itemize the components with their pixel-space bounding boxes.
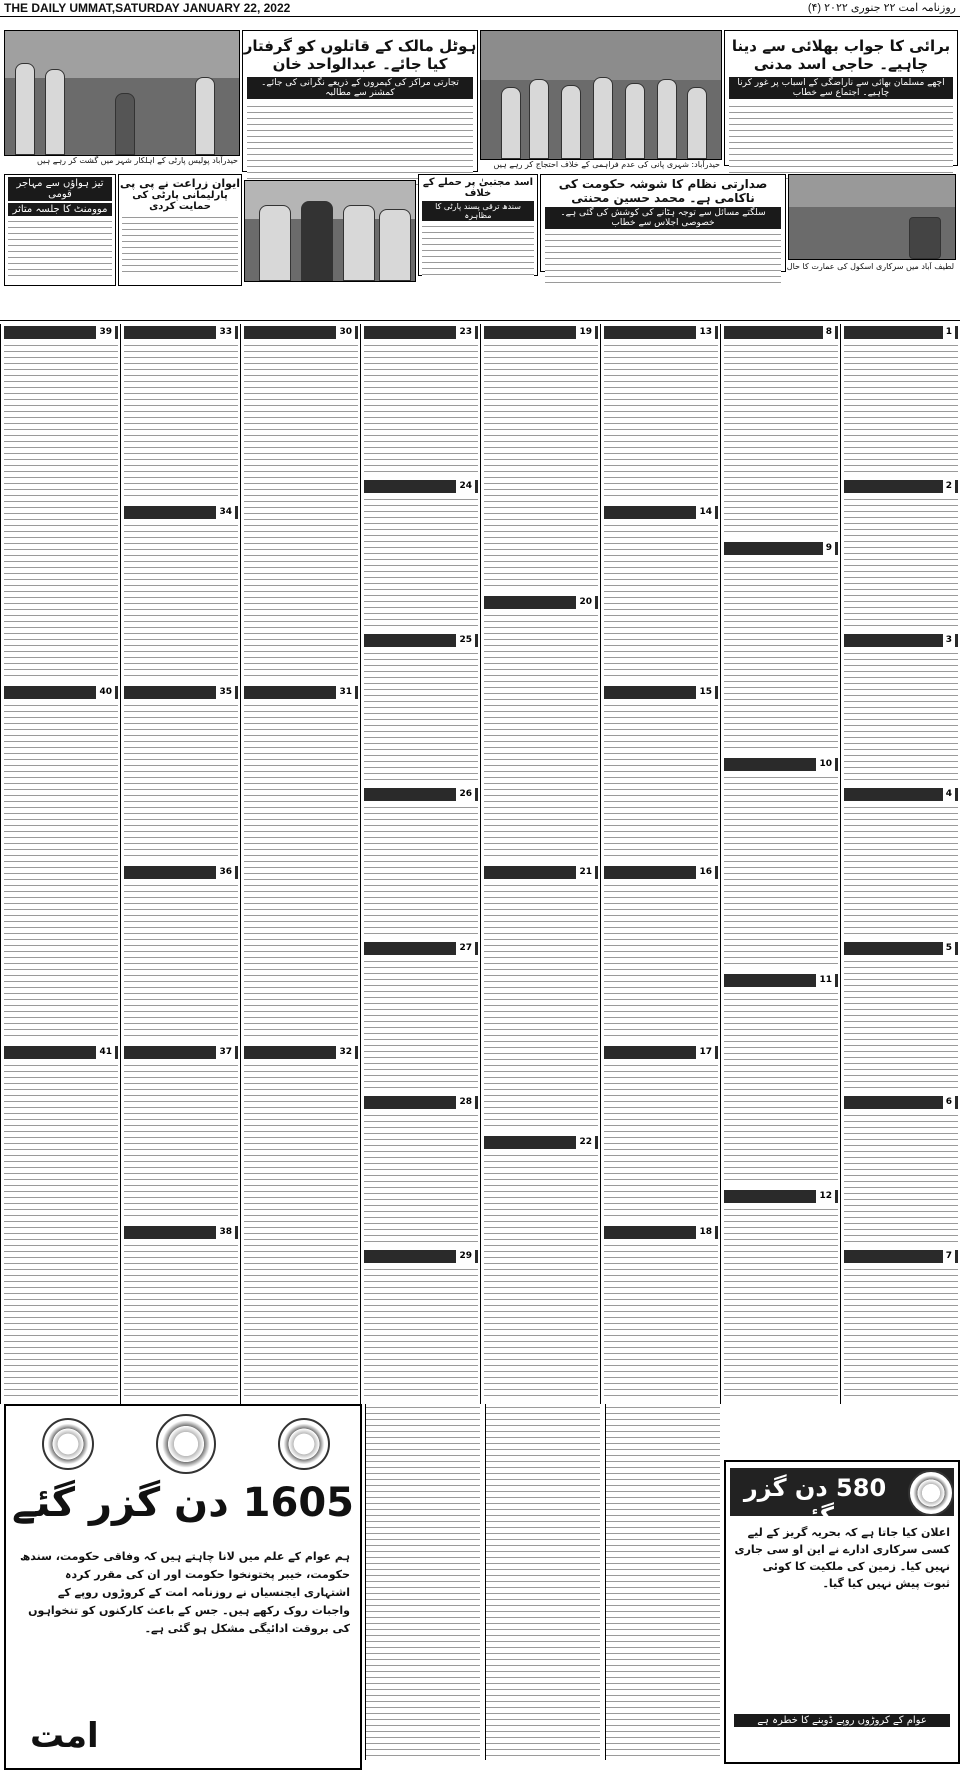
masthead-title: THE DAILY UMMAT,SATURDAY JANUARY 22, 2022: [4, 1, 291, 15]
section-body: [724, 774, 838, 968]
section-body: [604, 342, 718, 500]
section-body: [724, 558, 838, 752]
section-header: [724, 974, 838, 987]
classified-block: [724, 326, 838, 538]
section-body: [124, 1062, 238, 1220]
section-header: [4, 686, 118, 699]
section-body: [604, 1242, 718, 1400]
section-body: [844, 342, 958, 474]
section-body: [124, 1242, 238, 1400]
classified-block: [844, 1250, 958, 1400]
section-header: [484, 596, 598, 609]
story-4-sub: سندھ ترقی پسند پارٹی کا مظاہرہ: [422, 201, 534, 221]
section-body: [244, 702, 358, 1040]
section-header: [844, 1096, 958, 1109]
section-header: [844, 1250, 958, 1263]
section-body: [364, 1112, 478, 1244]
section-number: 34: [216, 506, 235, 519]
section-header: [484, 326, 598, 339]
section-header: [604, 866, 718, 879]
section-body: [604, 702, 718, 860]
section-header: [844, 942, 958, 955]
section-number: 35: [216, 686, 235, 699]
section-body: [364, 650, 478, 782]
divider: [0, 320, 960, 321]
story-4-headline: اسد مجتبیٰ پر حملے کے خلاف: [422, 177, 534, 199]
classified-block: [844, 634, 958, 784]
classified-block: [604, 866, 718, 1042]
classified-block: [604, 1046, 718, 1222]
section-body: [844, 804, 958, 936]
classified-block: [484, 596, 598, 862]
classified-columns-lower: [362, 1404, 722, 1764]
section-number: 17: [696, 1046, 715, 1059]
national-emblem-icon: [156, 1414, 216, 1474]
section-number: 2: [943, 480, 955, 493]
section-number: 20: [576, 596, 595, 609]
classified-block: [124, 686, 238, 862]
section-header: [4, 1046, 118, 1059]
section-number: 26: [456, 788, 475, 801]
section-number: 38: [216, 1226, 235, 1239]
section-number: 18: [696, 1226, 715, 1239]
classified-block: [844, 480, 958, 630]
section-header: [844, 788, 958, 801]
classified-block: [4, 686, 118, 1042]
ad-1605-heading: 1605 دن گزر گئے: [12, 1480, 354, 1526]
story-6-sub: موومنٹ کا جلسہ متاثر: [8, 203, 112, 216]
classified-block: [364, 480, 478, 630]
story-4-body: [422, 223, 534, 279]
story-6: [4, 174, 116, 286]
section-header: [844, 480, 958, 493]
section-header: [4, 326, 118, 339]
section-header: [604, 506, 718, 519]
school-photo: [788, 174, 956, 260]
section-body: [724, 990, 838, 1184]
section-header: [844, 634, 958, 647]
section-body: [844, 496, 958, 628]
section-number: 16: [696, 866, 715, 879]
section-number: 27: [456, 942, 475, 955]
section-number: 22: [576, 1136, 595, 1149]
section-number: 23: [456, 326, 475, 339]
section-number: 19: [576, 326, 595, 339]
section-body: [244, 1062, 358, 1400]
classified-block: [364, 942, 478, 1092]
classified-block: [724, 974, 838, 1186]
classified-block: [364, 788, 478, 938]
section-header: [124, 326, 238, 339]
section-body: [4, 342, 118, 680]
story-3: [540, 174, 786, 272]
classified-block: [604, 1226, 718, 1402]
section-header: [364, 1096, 478, 1109]
section-number: 1: [943, 326, 955, 339]
lower-column-3: [605, 1404, 720, 1760]
section-header: [364, 634, 478, 647]
column-1: [840, 324, 960, 1404]
section-header: [604, 1046, 718, 1059]
classified-block: [844, 326, 958, 476]
section-body: [604, 1062, 718, 1220]
protest-photo-caption: حیدرآباد: شہری پانی کی عدم فراہمی کے خلاف احتجاج کر رہے ہیں: [493, 160, 720, 169]
story-5: [118, 174, 242, 286]
masthead: [0, 0, 960, 17]
classified-block: [604, 686, 718, 862]
classified-block: [604, 506, 718, 682]
column-4: [480, 324, 601, 1404]
section-header: [244, 686, 358, 699]
section-header: [124, 866, 238, 879]
classified-block: [484, 326, 598, 592]
ummat-logo: امت: [30, 1716, 99, 1756]
section-header: [364, 942, 478, 955]
classified-block: [484, 1136, 598, 1402]
street-photo: [4, 30, 240, 156]
story-1-body: [729, 103, 953, 183]
classified-block: [364, 634, 478, 784]
section-header: [844, 326, 958, 339]
section-body: [604, 522, 718, 680]
classified-block: [724, 542, 838, 754]
story-1-headline: برائی کا جواب بھلائی سے دینا چاہیے۔ حاجی اسد مدنی: [731, 37, 951, 73]
section-header: [484, 866, 598, 879]
section-header: [364, 788, 478, 801]
classified-block: [124, 1046, 238, 1222]
section-number: 13: [696, 326, 715, 339]
section-number: 39: [96, 326, 115, 339]
ad-580-heading: 580 دن گزر گئے: [743, 1474, 887, 1530]
province-seal-icon: [278, 1418, 330, 1470]
story-5-body: [122, 214, 238, 274]
section-header: [244, 326, 358, 339]
section-body: [724, 342, 838, 536]
story-2-headline: ہوٹل مالک کے قاتلوں کو گرفتار کیا جائے۔ عبدالواحد خان: [243, 37, 477, 73]
column-2: [720, 324, 841, 1404]
ad-580-days: [724, 1460, 960, 1764]
classified-block: [124, 1226, 238, 1402]
ad-580-footer: عوام کے کروڑوں روپے ڈوبنے کا خطرہ ہے: [734, 1714, 950, 1727]
section-number: 5: [943, 942, 955, 955]
section-number: 4: [943, 788, 955, 801]
section-body: [844, 650, 958, 782]
story-2: [242, 30, 478, 172]
section-number: 11: [816, 974, 835, 987]
street-photo-caption: حیدرآباد پولیس پارٹی کے اہلکار شہر میں گشت کر رہے ہیں: [37, 156, 238, 165]
section-header: [724, 326, 838, 339]
section-body: [364, 958, 478, 1090]
section-number: 32: [336, 1046, 355, 1059]
ad-1605-days: [4, 1404, 362, 1770]
column-8: [0, 324, 121, 1404]
classified-block: [724, 758, 838, 970]
section-header: [244, 1046, 358, 1059]
section-header: [124, 686, 238, 699]
section-header: [484, 1136, 598, 1149]
officials-photo: [244, 180, 416, 282]
section-body: [484, 1152, 598, 1400]
section-number: 12: [816, 1190, 835, 1203]
section-body: [844, 958, 958, 1090]
section-number: 30: [336, 326, 355, 339]
section-number: 37: [216, 1046, 235, 1059]
section-number: 24: [456, 480, 475, 493]
section-body: [124, 882, 238, 1040]
section-body: [604, 882, 718, 1040]
section-number: 40: [96, 686, 115, 699]
classified-block: [844, 1096, 958, 1246]
classified-block: [124, 866, 238, 1042]
classified-block: [364, 1250, 478, 1400]
story-3-sub: سلگتے مسائل سے توجہ ہٹانے کی کوشش کی گئی ہے۔ خصوصی اجلاس سے خطاب: [545, 207, 781, 229]
section-body: [364, 1266, 478, 1398]
story-6-body: [8, 218, 112, 280]
section-body: [124, 342, 238, 500]
section-header: [124, 506, 238, 519]
section-body: [124, 702, 238, 860]
section-body: [364, 496, 478, 628]
section-number: 33: [216, 326, 235, 339]
classified-block: [4, 1046, 118, 1402]
classified-block: [844, 942, 958, 1092]
section-number: 3: [943, 634, 955, 647]
section-number: 41: [96, 1046, 115, 1059]
section-body: [4, 1062, 118, 1400]
section-body: [484, 882, 598, 1130]
column-5: [360, 324, 481, 1404]
section-body: [724, 1206, 838, 1400]
section-header: [724, 542, 838, 555]
section-body: [124, 522, 238, 680]
section-header: [604, 326, 718, 339]
section-body: [484, 612, 598, 860]
section-body: [364, 804, 478, 936]
section-number: 31: [336, 686, 355, 699]
classified-block: [4, 326, 118, 682]
classified-block: [244, 1046, 358, 1402]
column-6: [240, 324, 361, 1404]
section-number: 29: [456, 1250, 475, 1263]
classified-block: [484, 866, 598, 1132]
classified-block: [724, 1190, 838, 1402]
section-number: 9: [823, 542, 835, 555]
section-header: [604, 1226, 718, 1239]
govt-seal-icon: [42, 1418, 94, 1470]
section-number: 21: [576, 866, 595, 879]
column-3: [600, 324, 721, 1404]
section-header: [364, 480, 478, 493]
section-body: [484, 342, 598, 590]
story-5-headline: ایوان زراعت نے پی پی: [120, 177, 240, 190]
section-body: [844, 1112, 958, 1244]
story-1-sub: اچھے مسلمان بھائی سے ناراضگی کے اسباب پر غور کرنا چاہیے۔ اجتماع سے خطاب: [729, 77, 953, 99]
lower-column-2: [485, 1404, 600, 1760]
lower-column-1: [365, 1404, 480, 1760]
section-body: [364, 342, 478, 474]
story-5-sub: پارلیمانی پارٹی کی حمایت کردی: [132, 190, 228, 212]
section-header: [364, 1250, 478, 1263]
section-number: 25: [456, 634, 475, 647]
section-number: 8: [823, 326, 835, 339]
classified-block: [124, 506, 238, 682]
section-body: [4, 702, 118, 1040]
section-header: [124, 1226, 238, 1239]
section-header: [724, 1190, 838, 1203]
story-6-headline: تیز ہواؤں سے مہاجر قومی: [8, 177, 112, 201]
section-header: [124, 1046, 238, 1059]
section-number: 28: [456, 1096, 475, 1109]
classified-block: [844, 788, 958, 938]
classified-block: [604, 326, 718, 502]
masthead-date-urdu: (۴) روزنامہ امت ۲۲ جنوری ۲۰۲۲: [807, 2, 956, 14]
section-number: 6: [943, 1096, 955, 1109]
section-number: 14: [696, 506, 715, 519]
classified-block: [124, 326, 238, 502]
section-body: [244, 342, 358, 680]
classified-block: [244, 326, 358, 682]
classified-block: [364, 326, 478, 476]
section-number: 36: [216, 866, 235, 879]
classified-block: [244, 686, 358, 1042]
bahria-seal-icon: [908, 1470, 954, 1516]
ad-1605-body: ہم عوام کے علم میں لانا چاہتے ہیں کہ وفاقی حکومت، سندھ حکومت، خیبر پختونخوا حکومت اور ان کی مقرر کردہ اشتہاری ایجنسیاں نے روزنامہ امت کے کروڑوں روپے کے واجبات روک رکھے ہیں۔ جس کے باعث کارکنوں کو تنخواہوں کی بروقت ادائیگی مشکل ہو گئی ہے۔: [19, 1550, 350, 1635]
section-number: 15: [696, 686, 715, 699]
section-header: [724, 758, 838, 771]
school-photo-caption: لطیف آباد میں سرکاری اسکول کی عمارت کا حال: [786, 262, 954, 271]
protest-photo: [480, 30, 722, 160]
section-body: [844, 1266, 958, 1398]
section-header: [364, 326, 478, 339]
section-header: [604, 686, 718, 699]
section-number: 10: [816, 758, 835, 771]
story-4: [418, 174, 538, 276]
story-2-sub: تجارتی مراکز کی کیمروں کے ذریعے نگرانی کی جائے۔ کمشنر سے مطالبہ: [247, 77, 473, 99]
column-7: [120, 324, 241, 1404]
classified-block: [364, 1096, 478, 1246]
story-3-headline: صدارتی نظام کا شوشہ حکومت کی ناکامی ہے۔ محمد حسین محنتی: [558, 177, 768, 205]
section-number: 7: [943, 1250, 955, 1263]
story-1: [724, 30, 958, 166]
ad-580-body: اعلان کیا جاتا ہے کہ بحریہ گریز کے لیے کسی سرکاری ادارے نے این او سی جاری نہیں کیا۔ زمین کی ملکیت کا کوئی ثبوت پیش نہیں کیا گیا۔: [734, 1526, 950, 1590]
classified-columns: [0, 324, 960, 1404]
